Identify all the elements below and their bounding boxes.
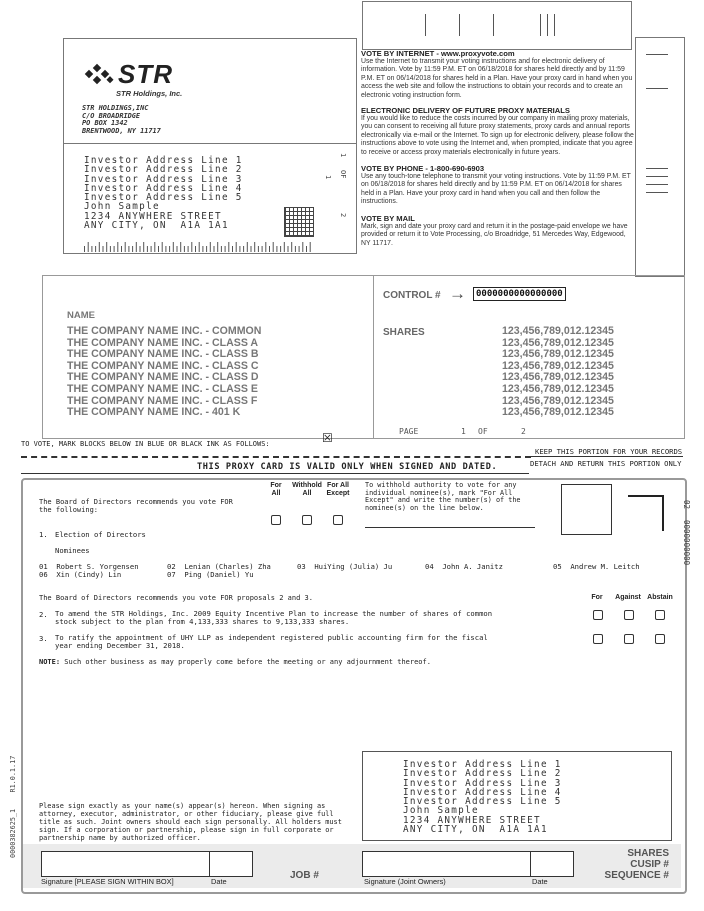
holding-name: THE COMPANY NAME INC. - CLASS F (67, 394, 258, 407)
barcode-bar (288, 246, 289, 252)
col-against: Against (615, 594, 641, 601)
joint-date-box[interactable] (530, 851, 574, 877)
barcode-bar (154, 242, 155, 252)
investor-line: ANY CITY, ON A1A 1A1 (84, 220, 229, 232)
barcode-bar (225, 246, 226, 252)
withhold-instructions: To withhold authority to vote for any individual nominee(s), mark "For All Except" and write the number(s) of the nominee(s) on the line below. (365, 481, 521, 512)
holding-name: THE COMPANY NAME INC. - COMMON (67, 325, 262, 337)
sender-line: BRENTWOOD, NY 11717 (82, 126, 161, 135)
barcode-bar (143, 242, 144, 252)
sender-line: PO BOX 1342 (82, 119, 128, 128)
item3-number: 3. (39, 634, 48, 643)
barcode-bar (165, 246, 166, 252)
investor-line: Investor Address Line 5 (84, 192, 243, 204)
nominee (167, 570, 254, 579)
barcode-bar (210, 242, 211, 252)
datamatrix-barcode (284, 207, 314, 237)
job-label: JOB # (290, 870, 319, 881)
barcode-bar (232, 246, 233, 252)
company-logo (82, 61, 194, 101)
barcode-bar (180, 242, 181, 252)
names-list (67, 326, 261, 419)
barcode-bar (217, 242, 218, 252)
barcode-bar (117, 242, 118, 252)
barcode-bar (191, 242, 192, 252)
top-mark-box (362, 1, 632, 50)
item2-for-checkbox[interactable] (593, 610, 603, 620)
barcode-bar (214, 246, 215, 252)
barcode-bar (177, 246, 178, 252)
barcode-bar (247, 242, 248, 252)
page-of: OF (478, 427, 488, 436)
barcode-bar (243, 246, 244, 252)
investor-line: Investor Address Line 3 (84, 173, 243, 185)
date-label: Date (211, 877, 227, 886)
logo-subtitle: STR Holdings, Inc. (116, 89, 183, 98)
barcode-bar (158, 246, 159, 252)
barcode-bar (258, 246, 259, 252)
holding-shares: 123,456,789,012.12345 (502, 348, 614, 361)
nominee (297, 562, 392, 571)
barcode-bar (251, 246, 252, 252)
page-total: 2 (521, 427, 526, 436)
right-code-2: 0000000000 (682, 520, 691, 566)
barcode-bar (84, 246, 85, 252)
barcode-bar (265, 242, 266, 252)
investor-line: John Sample (84, 201, 160, 213)
barcode-bar (239, 246, 240, 252)
nominee-number: 04 (425, 562, 434, 571)
detach-line (21, 456, 531, 458)
item3-abstain-checkbox[interactable] (655, 634, 665, 644)
vote-internet-title: VOTE BY INTERNET - www.proxyvote.com (361, 49, 515, 58)
nominee-name: John A. Janitz (442, 562, 503, 571)
holding-shares: 123,456,789,012.12345 (502, 382, 614, 395)
right-code-1: 02 (682, 500, 691, 510)
cusip-label: CUSIP # (630, 859, 669, 870)
barcode-bar (99, 242, 100, 252)
nominee-number: 05 (553, 562, 562, 571)
mark-instructions: TO VOTE, MARK BLOCKS BELOW IN BLUE OR BLACK INK AS FOLLOWS: (21, 440, 270, 448)
holding-shares: 123,456,789,012.12345 (502, 336, 614, 349)
corner-mark (628, 495, 664, 531)
barcode-bar (110, 246, 111, 252)
names-header: NAME (67, 310, 95, 321)
valid-notice: THIS PROXY CARD IS VALID ONLY WHEN SIGNED AND DATED. (197, 462, 498, 472)
investor-line: Investor Address Line 2 (403, 768, 562, 780)
nominee-name: HuiYing (Julia) Ju (314, 562, 393, 571)
barcode-bar (114, 246, 115, 252)
nominee (425, 562, 503, 571)
nominee (553, 562, 640, 571)
barcode-bar (273, 242, 274, 252)
item1-number: 1. (39, 530, 48, 539)
investor-line: ANY CITY, ON A1A 1A1 (403, 824, 548, 836)
barcode-bar (184, 246, 185, 252)
sequence-label: SEQUENCE # (604, 870, 669, 881)
barcode-bar (136, 242, 137, 252)
page-mark-of: OF (339, 170, 347, 179)
right-gutter (635, 37, 685, 277)
item2-number: 2. (39, 610, 48, 619)
signature-label: Signature [PLEASE SIGN WITHIN BOX] (41, 877, 174, 886)
board-recommendation: The Board of Directors recommends you vote FOR the following: (39, 498, 233, 514)
nominee-name: Andrew M. Leitch (570, 562, 640, 571)
investor-line: Investor Address Line 4 (403, 786, 562, 798)
investor-line: Investor Address Line 5 (403, 796, 562, 808)
nominee-number: 03 (297, 562, 306, 571)
sender-address (82, 105, 161, 135)
item2-text: To amend the STR Holdings, Inc. 2009 Equity Incentive Plan to increase the number of shares of common stock subject to the plan from 4,133,333 shares to 9,133,333 shares. (55, 609, 493, 626)
holding-shares: 123,456,789,012.12345 (502, 325, 614, 337)
for-all-except-checkbox[interactable] (333, 515, 343, 525)
investor-line: 1234 ANYWHERE STREET (403, 814, 541, 826)
barcode-bar (121, 246, 122, 252)
nominee-number: 07 (167, 570, 176, 579)
page-mark-1: 1 (339, 153, 347, 158)
col-for-all-except: For All Except (326, 482, 350, 497)
nominee-number: 01 (39, 562, 48, 571)
arrow-right-icon: → (449, 284, 466, 303)
nominee (39, 570, 121, 579)
item1-title: Election of Directors (55, 530, 146, 539)
address-window (63, 38, 357, 254)
col-abstain: Abstain (647, 594, 673, 601)
joint-signature-box[interactable] (362, 851, 531, 877)
electronic-delivery-text: If you would like to reduce the costs incurred by our company in mailing proxy materials, you can consent to receiving all future proxy statements, proxy cards and annual reports electronically via e-mail or the Internet. To sign up for electronic delivery, please follow the instructions above to vote using the Internet and, when prompted, indicate that you agree to receive or access proxy materials electronically in future years. (361, 115, 634, 156)
barcode-bar (91, 246, 92, 252)
holding-shares: 123,456,789,012.12345 (502, 394, 614, 407)
barcode-bar (125, 242, 126, 252)
nominee-name: Xin (Cindy) Lin (56, 570, 122, 579)
holding-name: THE COMPANY NAME INC. - CLASS B (67, 348, 259, 361)
barcode-bar (128, 246, 129, 252)
barcode-bar (221, 246, 222, 252)
barcode-bar (262, 246, 263, 252)
detach-portion: DETACH AND RETURN THIS PORTION ONLY (530, 459, 682, 468)
control-label: CONTROL # (383, 290, 441, 301)
holding-name: THE COMPANY NAME INC. - CLASS C (67, 359, 259, 372)
barcode-bar (106, 242, 107, 252)
col-for-all: For All (270, 482, 282, 497)
item3-text: To ratify the appointment of UHY LLP as independent registered public accounting firm for the fiscal year ending December 31, 2018. (55, 633, 488, 650)
barcode-bar (147, 246, 148, 252)
vote-mail-text: Mark, sign and date your proxy card and return it in the postage-paid envelope we have provided or return it to Vote Processing, c/o Broadridge, 51 Mercedes Way, Edgewood, NY 11717. (361, 222, 628, 247)
shares-list (502, 326, 614, 419)
sender-line: C/O BROADRIDGE (82, 111, 141, 120)
vote-internet-text: Use the Internet to transmit your voting instructions and for electronic delivery of information. Vote by 11:59 P.M. ET on 06/18/2018 for shares held directly and by 11:59 P.M. ET on 06/14/2018 for shares held in a Plan. Have your proxy card in hand when you access the web site and follow the instructions to obtain your records and to create an electronic voting instruction form. (361, 58, 633, 99)
nominee-number: 02 (167, 562, 176, 571)
vote-mail-title: VOTE BY MAIL (361, 213, 415, 223)
note-label: NOTE: (39, 658, 61, 666)
withhold-all-checkbox[interactable] (302, 515, 312, 525)
barcode-bar (295, 246, 296, 252)
nominee-name: Ping (Daniel) Yu (184, 570, 254, 579)
barcode-bar (299, 246, 300, 252)
barcode-bar (280, 246, 281, 252)
investor-line: Investor Address Line 2 (84, 164, 243, 176)
barcode-bar (206, 246, 207, 252)
signing-instructions: Please sign exactly as your name(s) appear(s) hereon. When signing as attorney, executor, administrator, or other fiduciary, please give full title as such. Joint owners should each sign personally. All holders must sign. If a corporation or partnership, please sign in full corporate or partnership name by authorized officer. (39, 802, 342, 842)
marked-box-icon: ☒ (322, 431, 333, 445)
barcode-bar (188, 246, 189, 252)
barcode-bar (95, 246, 96, 252)
page-mark-1b: 1 (324, 175, 332, 180)
nominee-name: Robert S. Yorgensen (56, 562, 139, 571)
keep-portion: KEEP THIS PORTION FOR YOUR RECORDS (535, 447, 683, 456)
holding-name: THE COMPANY NAME INC. - CLASS E (67, 382, 258, 395)
barcode-bar (228, 242, 229, 252)
for-all-checkbox[interactable] (271, 515, 281, 525)
holding-name: THE COMPANY NAME INC. - CLASS D (67, 371, 259, 384)
barcode-bar (306, 246, 307, 252)
item3-for-checkbox[interactable] (593, 634, 603, 644)
left-code: 0000382625_1 R1.0.1.17 (9, 755, 17, 858)
holdings-box (42, 275, 685, 439)
holding-shares: 123,456,789,012.12345 (502, 359, 614, 372)
vote-phone-text: Use any touch-tone telephone to transmit your voting instructions. Vote by 11:59 P.M. ET on 06/18/2018 for shares held directly and by 11:59 P.M. ET on 06/14/2018 for shares held in a Plan. Have your proxy card in hand when you call and then follow the instructions. (361, 173, 631, 206)
nominee-exception-line[interactable] (365, 527, 535, 528)
joint-signature-label: Signature (Joint Owners) (364, 877, 446, 886)
postal-barcode (84, 242, 314, 252)
shares-code-label: SHARES (627, 848, 669, 859)
board-recommendation-2: The Board of Directors recommends you vote FOR proposals 2 and 3. (39, 594, 313, 602)
investor-line: Investor Address Line 1 (403, 759, 562, 770)
barcode-bar (103, 246, 104, 252)
investor-address-top (84, 156, 243, 230)
barcode-bar (310, 242, 311, 252)
holding-shares: 123,456,789,012.12345 (502, 406, 614, 419)
signature-box[interactable] (41, 851, 210, 877)
barcode-bar (291, 242, 292, 252)
date-box[interactable] (209, 851, 253, 877)
electronic-delivery-title: ELECTRONIC DELIVERY OF FUTURE PROXY MATERIALS (361, 106, 570, 116)
col-withhold-all: Withhold All (292, 482, 322, 497)
logo-mark-icon (84, 63, 116, 87)
barcode-bar (254, 242, 255, 252)
nominees-label: Nominees (55, 546, 90, 555)
barcode-bar (88, 242, 89, 252)
nominee-name: Lenian (Charles) Zha (184, 562, 271, 571)
barcode-bar (140, 246, 141, 252)
page-mark-2: 2 (339, 213, 347, 218)
barcode-bar (195, 246, 196, 252)
return-address-window (362, 751, 672, 841)
barcode-bar (269, 246, 270, 252)
vote-phone-title: VOTE BY PHONE - 1-800-690-6903 (361, 164, 485, 174)
investor-line: John Sample (403, 805, 479, 817)
page-label: PAGE (399, 427, 419, 436)
page-number: 1 (461, 427, 466, 436)
holding-name: THE COMPANY NAME INC. - CLASS A (67, 336, 259, 349)
nominee-number: 06 (39, 570, 48, 579)
col-for: For (591, 594, 603, 601)
logo-text: STR (118, 59, 173, 89)
holding-shares: 123,456,789,012.12345 (502, 371, 614, 384)
barcode-bar (162, 242, 163, 252)
barcode-bar (276, 246, 277, 252)
item2-abstain-checkbox[interactable] (655, 610, 665, 620)
note (39, 658, 431, 666)
investor-line: 1234 ANYWHERE STREET (84, 210, 222, 222)
investor-line: Investor Address Line 4 (84, 182, 243, 194)
scan-box-small (561, 484, 612, 535)
holding-name: THE COMPANY NAME INC. - 401 K (67, 406, 241, 419)
control-number: 0000000000000000 (473, 287, 566, 301)
joint-date-label: Date (532, 877, 548, 886)
shares-label: SHARES (383, 327, 425, 338)
item2-against-checkbox[interactable] (624, 610, 634, 620)
barcode-bar (169, 246, 170, 252)
barcode-bar (302, 242, 303, 252)
item3-against-checkbox[interactable] (624, 634, 634, 644)
barcode-bar (236, 242, 237, 252)
barcode-bar (284, 242, 285, 252)
barcode-bar (132, 246, 133, 252)
barcode-bar (202, 246, 203, 252)
sender-line: STR HOLDINGS,INC (82, 104, 149, 112)
investor-line: Investor Address Line 3 (403, 777, 562, 789)
barcode-bar (173, 242, 174, 252)
barcode-bar (151, 246, 152, 252)
note-text: Such other business as may properly come before the meeting or any adjournment thereof. (64, 658, 431, 666)
investor-address-bottom (403, 760, 562, 834)
barcode-bar (199, 242, 200, 252)
voting-instructions (361, 49, 635, 248)
investor-line: Investor Address Line 1 (84, 155, 243, 166)
